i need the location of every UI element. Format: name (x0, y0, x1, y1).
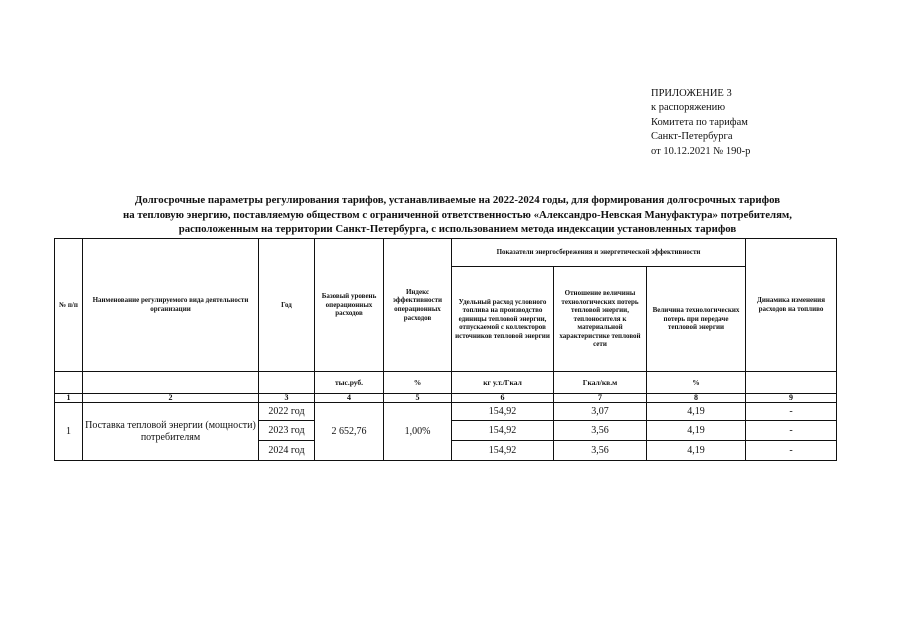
column-number: 6 (452, 394, 554, 403)
unit-empty (83, 372, 259, 394)
title-line: Долгосрочные параметры регулирования тарифов, устанавливаемые на 2022-2024 годы, для формирования долгосрочных тарифов (134, 194, 781, 206)
row-ratio: 3,07 (554, 403, 647, 421)
column-number: 1 (55, 394, 83, 403)
header-fuel-dynamics: Динамика изменения расходов на топливо (746, 239, 837, 372)
column-number: 5 (384, 394, 452, 403)
column-number: 8 (647, 394, 746, 403)
appendix-line: к распоряжению (651, 102, 726, 114)
row-ratio: 3,56 (554, 441, 647, 461)
column-number: 9 (746, 394, 837, 403)
row-dynamics: - (746, 421, 837, 441)
unit-empty (259, 372, 315, 394)
header-fuel-consumption: Удельный расход условного топлива на производство единицы тепловой энергии, отпускаемой с коллекторов источников тепловой энергии (452, 267, 554, 372)
column-number: 4 (315, 394, 384, 403)
title-line: расположенным на территории Санкт-Петербурга, с использованием метода индексации установленных тарифов (178, 223, 737, 236)
row-fuel: 154,92 (452, 403, 554, 421)
title-line: на тепловую энергию, поставляемую обществом с ограниченной ответственностью «Александро-Невская Мануфактура» потребителям, (123, 208, 792, 221)
unit-losses: % (647, 372, 746, 394)
row-year: 2023 год (259, 421, 315, 441)
row-losses: 4,19 (647, 403, 746, 421)
row-efficiency-index: 1,00% (384, 403, 452, 461)
column-number: 3 (259, 394, 315, 403)
row-losses: 4,19 (647, 441, 746, 461)
document-title (40, 193, 875, 237)
appendix-line: Комитета по тарифам (651, 116, 748, 128)
unit-index: % (384, 372, 452, 394)
row-year: 2024 год (259, 441, 315, 461)
header-loss-ratio: Отношение величины технологических потерь тепловой энергии, теплоносителя к материальной характеристике тепловой сети (554, 267, 647, 372)
unit-base: тыс.руб. (315, 372, 384, 394)
unit-fuel: кг у.т./Гкал (452, 372, 554, 394)
header-num: № п/п (55, 239, 83, 372)
row-ratio: 3,56 (554, 421, 647, 441)
header-activity: Наименование регулируемого вида деятельности организации (83, 239, 259, 372)
row-base-level: 2 652,76 (315, 403, 384, 461)
unit-empty (55, 372, 83, 394)
appendix-line: от 10.12.2021 № 190-р (651, 145, 751, 157)
appendix-block (651, 87, 750, 159)
row-losses: 4,19 (647, 421, 746, 441)
unit-empty (746, 372, 837, 394)
tariff-parameters-table (54, 238, 837, 461)
header-energy-saving-group: Показатели энергосбережения и энергетической эффективности (452, 239, 746, 267)
unit-ratio: Гкал/кв.м (554, 372, 647, 394)
header-efficiency-index: Индекс эффективности операционных расходов (384, 239, 452, 372)
row-num: 1 (55, 403, 83, 461)
column-number: 7 (554, 394, 647, 403)
header-year: Год (259, 239, 315, 372)
row-fuel: 154,92 (452, 441, 554, 461)
header-technological-losses: Величина технологических потерь при передаче тепловой энергии (647, 267, 746, 372)
row-fuel: 154,92 (452, 421, 554, 441)
header-base-level: Базовый уровень операционных расходов (315, 239, 384, 372)
row-dynamics: - (746, 441, 837, 461)
appendix-line: Санкт-Петербурга (651, 131, 733, 143)
row-dynamics: - (746, 403, 837, 421)
column-number: 2 (83, 394, 259, 403)
row-activity: Поставка тепловой энергии (мощности) потребителям (83, 403, 259, 461)
appendix-title: ПРИЛОЖЕНИЕ 3 (651, 88, 732, 99)
row-year: 2022 год (259, 403, 315, 421)
